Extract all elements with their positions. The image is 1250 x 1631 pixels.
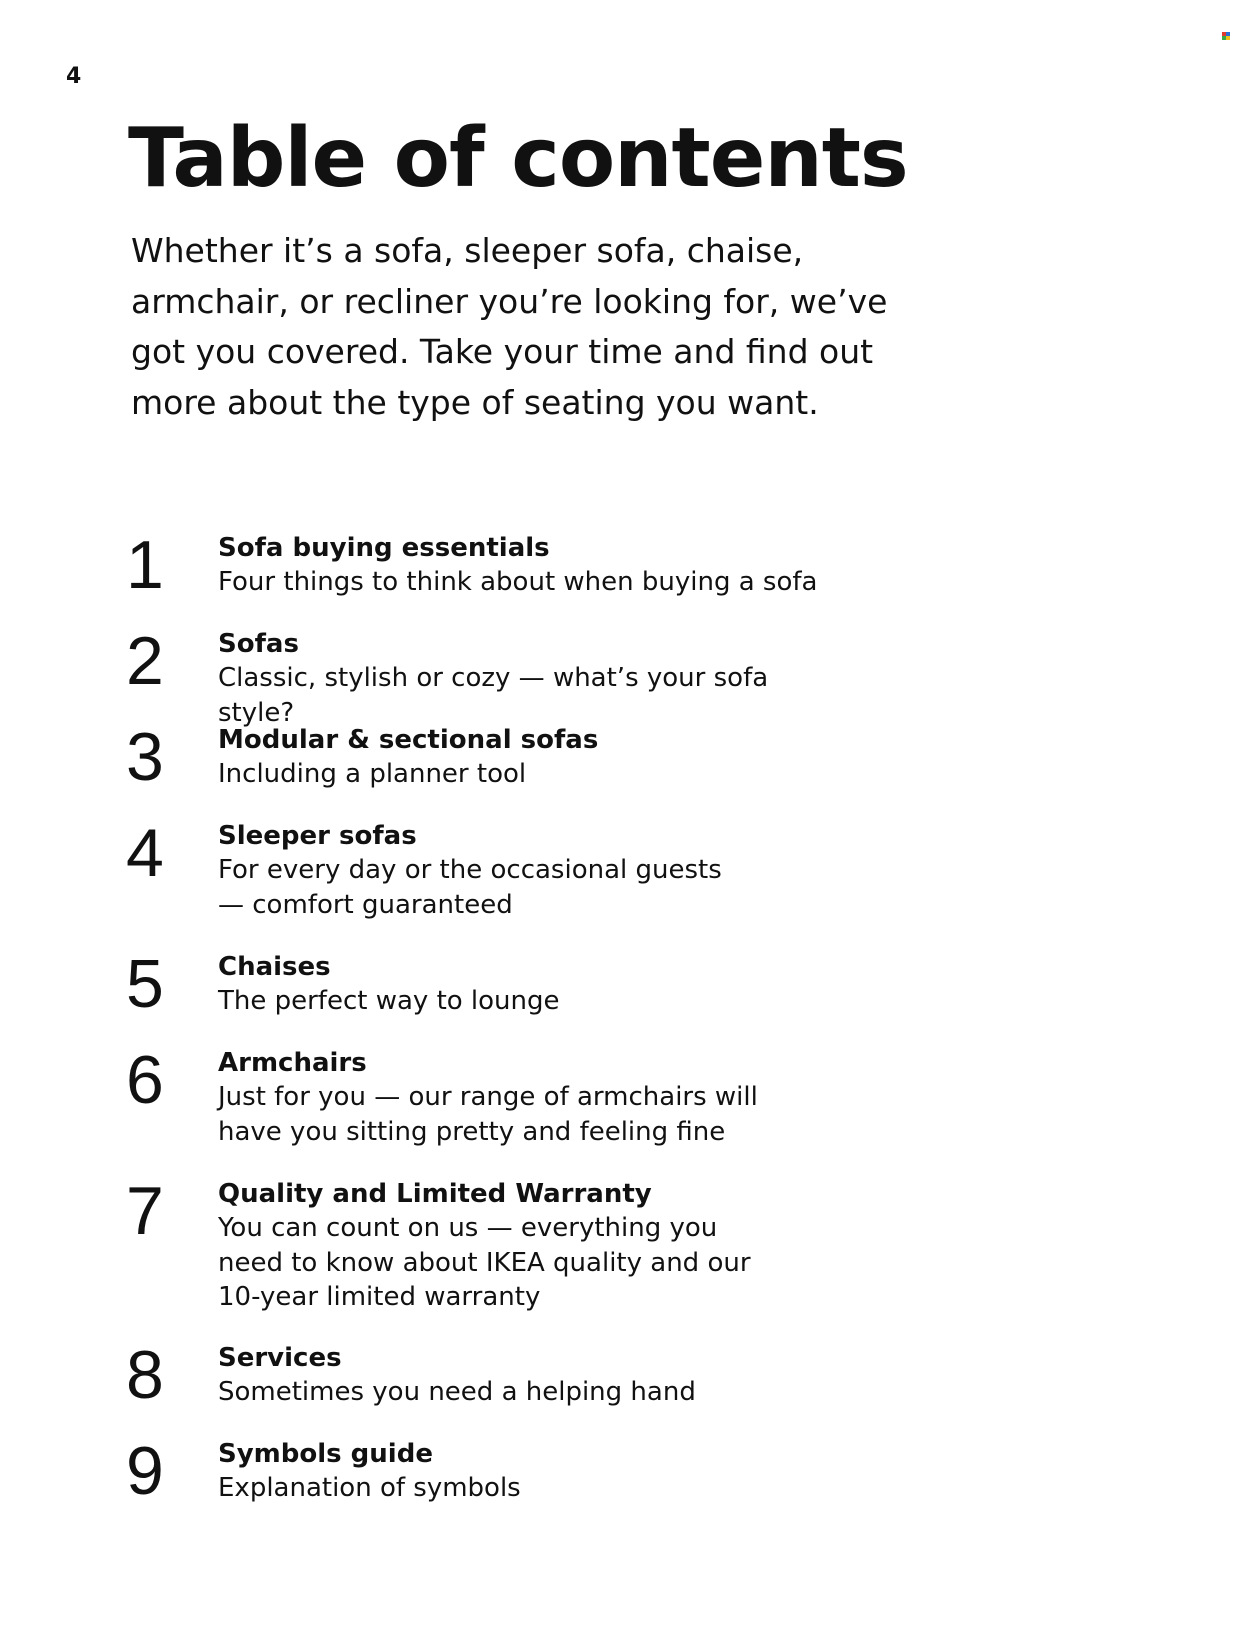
toc-heading: Services	[218, 1343, 342, 1373]
page-number: 4	[66, 64, 82, 89]
toc-description: For every day or the occasional guests — comfort guaranteed	[218, 855, 722, 920]
page-title: Table of contents	[128, 111, 908, 206]
toc-heading: Quality and Limited Warranty	[218, 1179, 652, 1209]
toc-heading: Symbols guide	[218, 1439, 433, 1469]
toc-entry-4[interactable]	[126, 815, 886, 959]
toc-entry-6[interactable]	[126, 1042, 886, 1186]
color-mark-icon	[1222, 32, 1230, 40]
toc-description: The perfect way to lounge	[218, 986, 560, 1016]
toc-number: 7	[126, 1173, 164, 1249]
toc-number: 4	[126, 815, 164, 891]
toc-description: Sometimes you need a helping hand	[218, 1377, 696, 1407]
toc-heading: Sofa buying essentials	[218, 533, 550, 563]
toc-heading: Sleeper sofas	[218, 821, 417, 851]
toc-number: 2	[126, 623, 164, 699]
toc-heading: Modular & sectional sofas	[218, 725, 599, 755]
toc-entry-9[interactable]	[126, 1433, 886, 1577]
toc-description: You can count on us — everything you need to know about IKEA quality and our 10-year limited warranty	[218, 1213, 751, 1312]
toc-description: Classic, stylish or cozy — what’s your sofa style?	[218, 663, 769, 728]
toc-description: Four things to think about when buying a sofa	[218, 567, 818, 597]
intro-paragraph: Whether it’s a sofa, sleeper sofa, chaise, armchair, or recliner you’re looking for, we’ve got you covered. Take your time and find out more about the type of seating you want.	[131, 231, 888, 422]
toc-heading: Sofas	[218, 629, 299, 659]
toc-number: 1	[126, 527, 164, 603]
toc-description: Just for you — our range of armchairs will have you sitting pretty and feeling fine	[218, 1082, 758, 1147]
toc-number: 6	[126, 1042, 164, 1118]
toc-number: 8	[126, 1337, 164, 1413]
toc-heading: Armchairs	[218, 1048, 367, 1078]
toc-description: Including a planner tool	[218, 759, 527, 789]
toc-number: 9	[126, 1433, 164, 1509]
toc-entry-7[interactable]	[126, 1173, 886, 1317]
toc-description: Explanation of symbols	[218, 1473, 521, 1503]
toc-number: 5	[126, 946, 164, 1022]
toc-number: 3	[126, 719, 164, 795]
toc-heading: Chaises	[218, 952, 331, 982]
